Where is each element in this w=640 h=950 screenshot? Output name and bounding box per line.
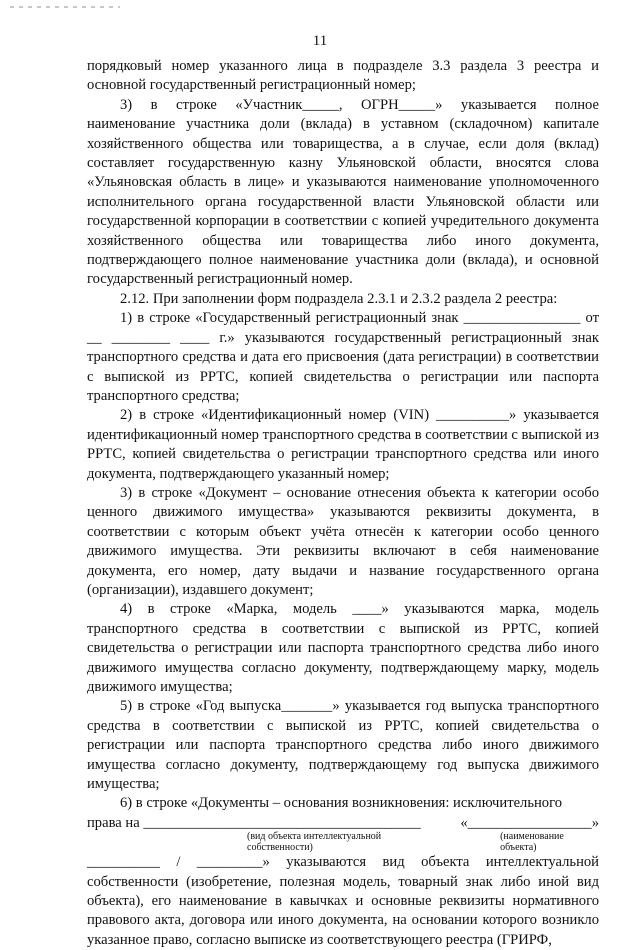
paragraph-item-2-vin: 2) в строке «Идентификационный номер (VIN) __________» указывается идентификационный номер транспортного средства в соответствии с выпиской из РРТС, копией свидетельства о регистрации транспортного средства или иного документа, подтверждающего указанный номер; [87, 407, 599, 482]
scan-artifact [10, 6, 120, 8]
paragraph-item-6-rest: __________ / _________» указываются вид объекта интеллектуальной собственности (изобретение, полезная модель, товарный знак либо иной вид объекта), его наименование в кавычках и основные реквизиты нормативного правового акта, договора или иного документа, на основании которого возникло указанное право, согласно выписке из соответствующего реестра (ГРИРФ, [87, 854, 599, 948]
paragraph-continuation: порядковый номер указанного лица в подразделе 3.3 раздела 3 реестра и основной государственный регистрационный номер; [87, 58, 599, 94]
field-captions [87, 831, 599, 853]
caption-ip-type: (вид объекта интеллектуальной собственности) [247, 831, 382, 854]
paragraph-2-12: 2.12. При заполнении форм подраздела 2.3.1 и 2.3.2 раздела 2 реестра: [120, 290, 558, 307]
rights-line-right: «_________________» [460, 814, 599, 831]
paragraph-item-5-year: 5) в строке «Год выпуска_______» указывается год выпуска транспортного средства в соответствии с выпиской из РРТС, копией свидетельства о регистрации или паспорта транспортного средства либо иного движимого имущества согласно документу, подтверждающему год выпуска движимого имущества; [87, 698, 599, 793]
paragraph-item-3-document: 3) в строке «Документ – основание отнесения объекта к категории особо ценного движимого имущества» указываются реквизиты документа, в соответствии с которым объект учёта отнесён к категории особо ценного движимого имущества. Эти реквизиты включают в себя наименование документа, его номер, дату выдачи и название государственного органа (организации), издавшего документ; [87, 484, 599, 598]
paragraph-item-6-line1: 6) в строке «Документы – основания возникновения: исключительного [120, 795, 563, 812]
paragraph-item-1-reg-sign: 1) в строке «Государственный регистрационный знак ________________ от __ ________ ____ г.» указываются государственный регистрационный знак транспортного средства и дата его присвоения (дата регистрации) в соответствии с выпиской из РРТС, копией свидетельства о регистрации или паспорта транспортного средства; [87, 310, 599, 404]
paragraph-item-3-participant: 3) в строке «Участник_____, ОГРН_____» указывается полное наименование участника доли (вклада) в уставном (складочном) капитале хозяйственного общества или товарищества, а в случае, если доля (вклад) составляет государственную казну Ульяновской области, вносятся слова «Ульяновская область в лице» и указываются наименование уполномоченного исполнительного органа государственной власти Ульяновской области или государственной корпорации в соответствии с копией учредительного документа хозяйственного общества или товарищества либо иного документа, подтверждающего полное наименование участника доли (вклада), и основной государственный регистрационный номер. [87, 96, 599, 288]
page-number: 11 [312, 33, 328, 49]
caption-object-name: (наименование объекта) [500, 831, 564, 854]
paragraph-item-4-brand-model: 4) в строке «Марка, модель ____» указываются марка, модель транспортного средства в соответствии с выпиской из РРТС, копией свидетельства о регистрации или паспорта транспортного средства либо иного движимого имущества согласно документу, подтверждающему марку, модель движимого имущества; [87, 601, 599, 695]
document-body [87, 57, 599, 950]
rights-line-left: права на ______________________________________ [87, 814, 421, 831]
